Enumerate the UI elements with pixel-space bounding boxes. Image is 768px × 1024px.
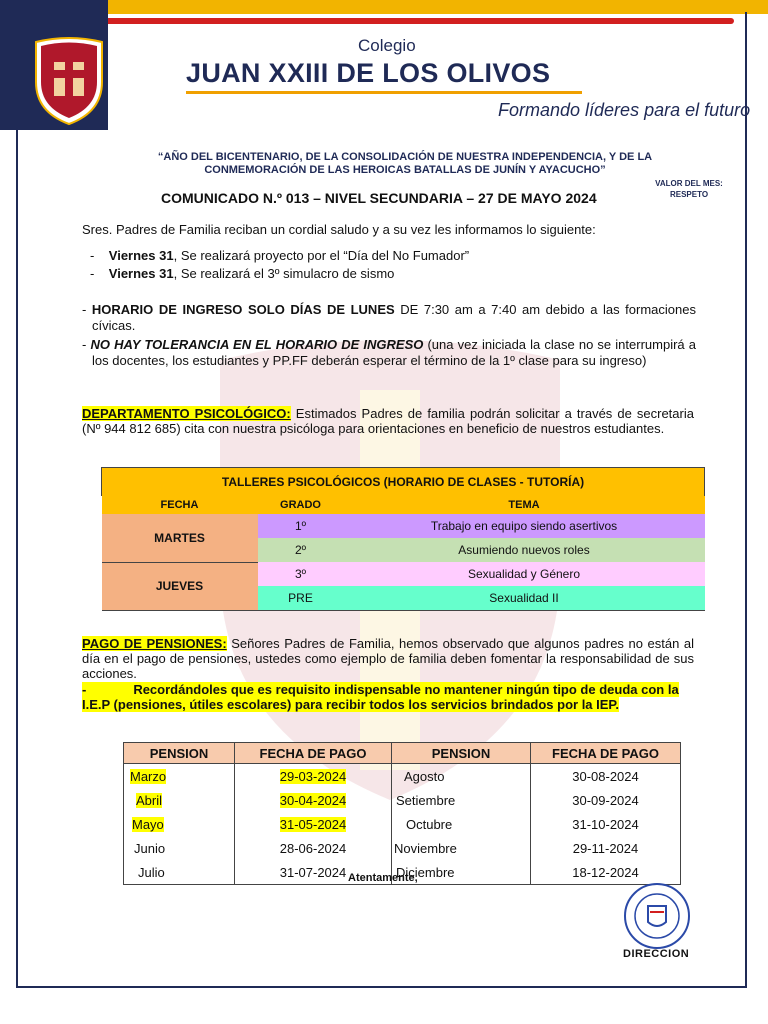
talleres-grado: PRE [258, 586, 344, 611]
tolerancia-label: NO HAY TOLERANCIA EN EL HORARIO DE INGRESO [90, 337, 424, 352]
pension-date: 18-12-2024 [531, 860, 681, 885]
horario-notice: - HORARIO DE INGRESO SOLO DÍAS DE LUNES DE 7:30 am a 7:40 am debido a las formaciones cívicas. [82, 302, 696, 333]
pension-date: 30-08-2024 [531, 764, 681, 789]
pensiones-header: FECHA DE PAGO [235, 743, 392, 764]
horario-label: HORARIO DE INGRESO SOLO DÍAS DE LUNES [91, 302, 395, 317]
pensiones-header: PENSION [392, 743, 531, 764]
ministry-seal-stamp [616, 882, 698, 954]
pension-month: Abril [136, 792, 163, 808]
pension-date: 29-11-2024 [531, 836, 681, 860]
psicologico-notice [82, 406, 694, 436]
event-day: Viernes 31 [108, 266, 174, 281]
pensiones-notice [82, 636, 694, 681]
event-text: , Se realizará el 3º simulacro de sismo [173, 266, 395, 281]
pension-date: 29-03-2024 [279, 768, 347, 784]
pensiones-text: Señores Padres de Familia, hemos observado que algunos padres no están al día en el pago de pensiones, ustedes como ejemplo de familia deben fomentar la responsabilidad de sus acciones. [82, 636, 694, 681]
brand-subtitle: Colegio [358, 36, 416, 55]
talleres-grado: 1º [258, 514, 344, 538]
pension-month: Octubre [392, 812, 531, 836]
pension-month: Junio [124, 836, 235, 860]
pension-month: Julio [124, 860, 235, 885]
reminder-text: Recordándoles que es requisito indispensable no mantener ningún tipo de deuda con la I.E.P (pensiones, útiles escolares) para recibir todos los servicios brindados por la IEP. [82, 682, 679, 712]
reminder-dash: - [82, 682, 87, 697]
pension-date: 28-06-2024 [235, 836, 392, 860]
pension-date: 31-07-2024 [235, 860, 392, 885]
event-day: Viernes 31 [108, 248, 174, 263]
talleres-grado: 2º [258, 538, 344, 562]
psicologico-label: DEPARTAMENTO PSICOLÓGICO: [82, 406, 291, 421]
talleres-header-tema: TEMA [344, 496, 705, 514]
valor-label: VALOR DEL MES: [655, 179, 723, 188]
talleres-header-fecha: FECHA [102, 496, 258, 514]
school-tagline: Formando líderes para el futuro [498, 100, 751, 120]
pensiones-header: FECHA DE PAGO [531, 743, 681, 764]
pension-month: Mayo [132, 816, 164, 832]
pensiones-row [124, 788, 681, 812]
pensiones-table [123, 742, 681, 885]
talleres-tema: Sexualidad II [344, 586, 705, 611]
school-name: JUAN XXIII DE LOS OLIVOS [186, 58, 551, 88]
talleres-tema: Trabajo en equipo siendo asertivos [344, 514, 705, 538]
greeting-text: Sres. Padres de Familia reciban un cordial saludo y a su vez les informamos lo siguiente: [82, 222, 596, 237]
pension-date: 30-09-2024 [531, 788, 681, 812]
valor-del-mes [644, 178, 734, 200]
event-item-1 [90, 248, 469, 264]
reminder-spacer [86, 682, 133, 697]
talleres-day-jueves: JUEVES [102, 562, 258, 611]
tolerancia-notice: - NO HAY TOLERANCIA EN EL HORARIO DE INGRESO (una vez iniciada la clase no se interrumpirá a los docentes, los estudiantes y PP.FF deberán esperar el término de la 1º clase para su ingreso) [82, 337, 696, 368]
talleres-tema: Asumiendo nuevos roles [344, 538, 705, 562]
pension-date: 30-04-2024 [279, 792, 347, 808]
pension-date: 31-10-2024 [531, 812, 681, 836]
talleres-tema: Sexualidad y Género [344, 562, 705, 586]
closing-text: Atentamente, [348, 872, 418, 884]
bullet-dash: - [90, 248, 109, 263]
talleres-table [101, 467, 705, 611]
direccion-signature: DIRECCION [623, 948, 690, 960]
year-title: “AÑO DEL BICENTENARIO, DE LA CONSOLIDACIÓN DE NUESTRA INDEPENDENCIA, Y DE LA CONMEMORACIÓN DE LAS HEROICAS BATALLAS DE JUNÍN Y AYACUCHO” [157, 151, 653, 176]
valor-value: RESPETO [669, 190, 709, 199]
pensiones-row [124, 812, 681, 836]
pension-month: Agosto [392, 764, 531, 789]
pension-month: Diciembre [392, 860, 531, 885]
pensiones-row [124, 764, 681, 789]
pensiones-header: PENSION [124, 743, 235, 764]
pension-month: Noviembre [392, 836, 531, 860]
tolerancia-text: (una vez iniciada la clase no se interrumpirá a los docentes, los estudiantes y PP.FF deberán esperar el término de la 1º clase para su ingreso) [92, 337, 696, 368]
event-item-2 [90, 266, 394, 282]
comunicado-title: COMUNICADO N.º 013 – NIVEL SECUNDARIA – 27 DE MAYO 2024 [161, 190, 597, 206]
psicologico-text: Estimados Padres de familia podrán solicitar a través de secretaria (Nº 944 812 685) cita con nuestra psicóloga para orientaciones en beneficio de nuestros estudiantes. [82, 406, 694, 436]
pension-month: Marzo [130, 768, 167, 784]
pension-date: 31-05-2024 [279, 816, 347, 832]
pension-month: Setiembre [392, 788, 531, 812]
talleres-grado: 3º [258, 562, 344, 586]
bullet-dash: - [90, 266, 109, 281]
pensiones-reminder [82, 682, 694, 712]
talleres-header-grado: GRADO [258, 496, 344, 514]
event-text: , Se realizará proyecto por el “Día del No Fumador” [173, 248, 470, 263]
horario-text: DE 7:30 am a 7:40 am debido a las formaciones cívicas. [92, 302, 696, 333]
pensiones-label: PAGO DE PENSIONES: [82, 636, 227, 651]
talleres-title: TALLERES PSICOLÓGICOS (HORARIO DE CLASES - TUTORÍA) [102, 468, 705, 497]
pensiones-row [124, 836, 681, 860]
talleres-day-martes: MARTES [102, 514, 258, 562]
